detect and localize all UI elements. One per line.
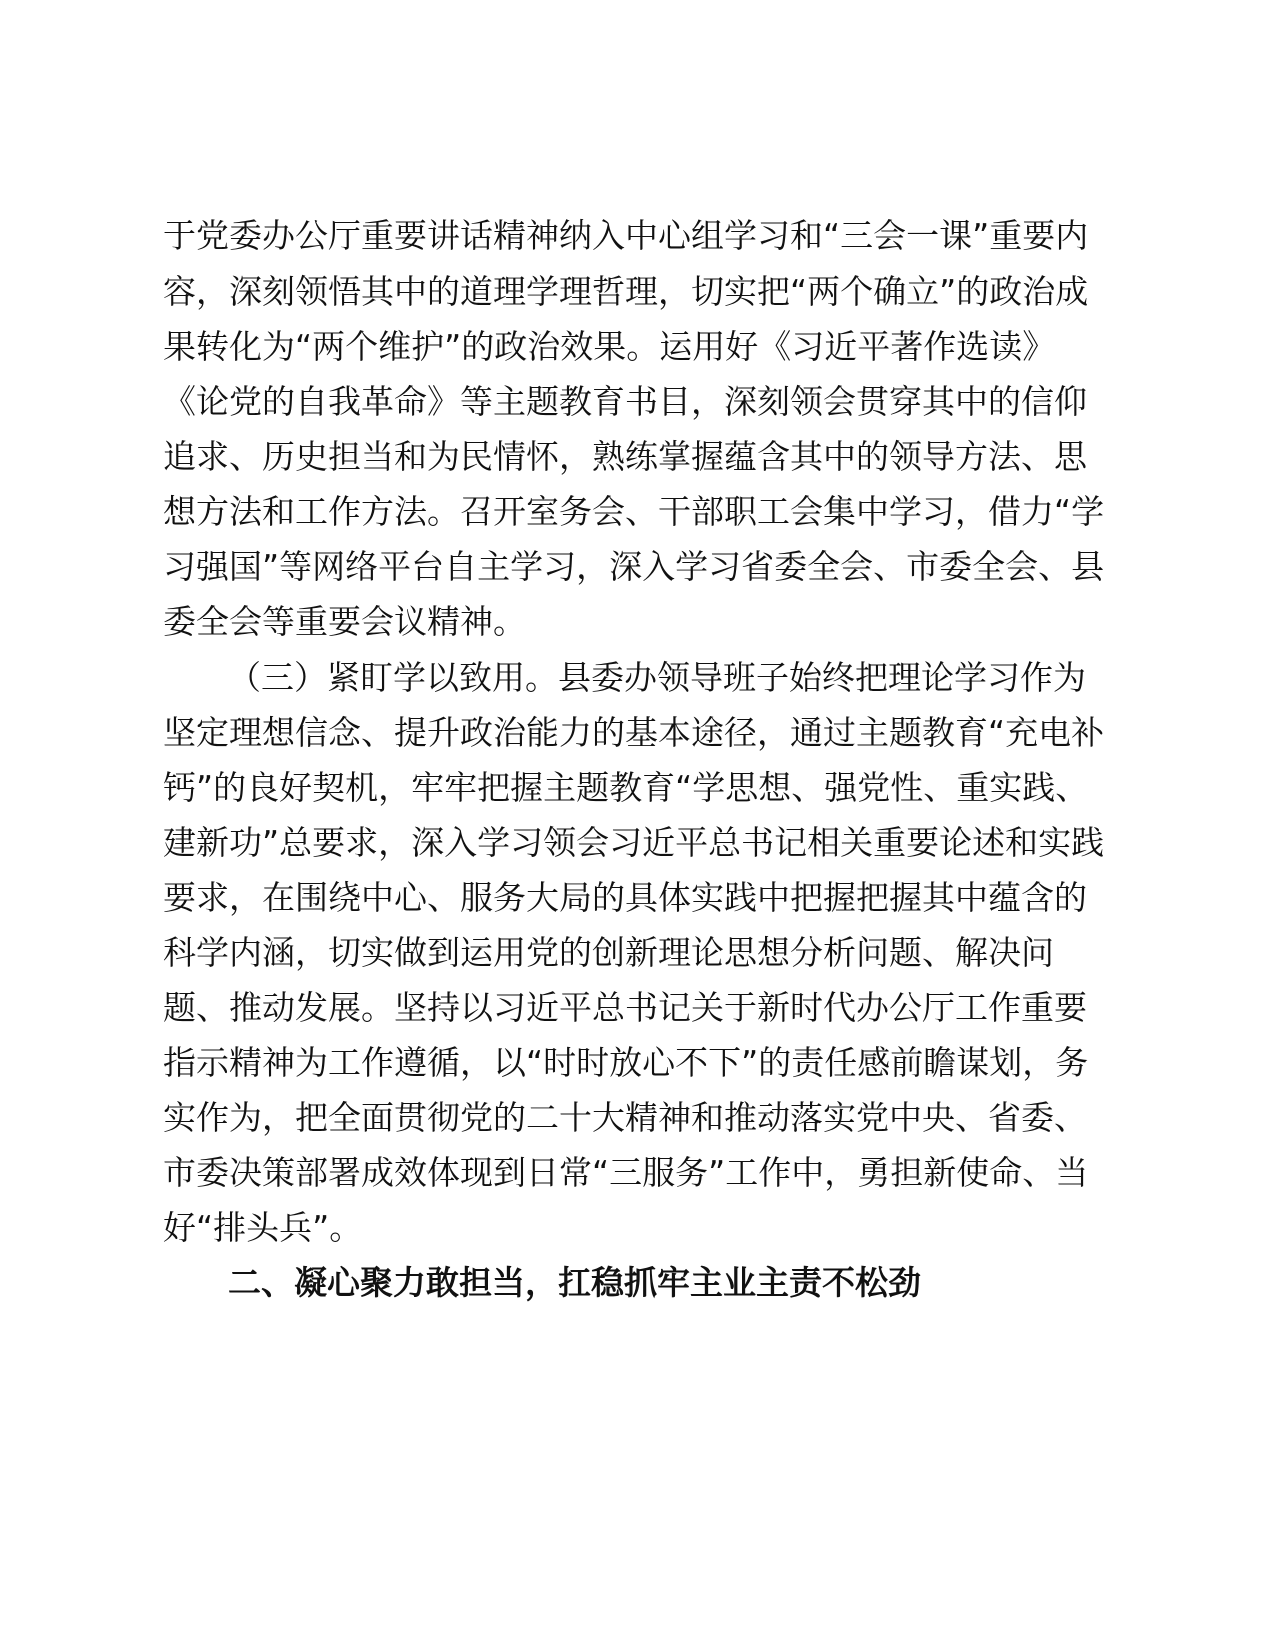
body-text-line-indented: （三）紧盯学以致用。县委办领导班子始终把理论学习作为 — [228, 658, 1086, 697]
body-text-line: 指示精神为工作遵循，以“时时放心不下”的责任感前瞻谋划，务 — [163, 1043, 1089, 1082]
body-text-line: 追求、历史担当和为民情怀，熟练掌握蕴含其中的领导方法、思 — [163, 437, 1087, 476]
body-text-line: 题、推动发展。坚持以习近平总书记关于新时代办公厅工作重要 — [163, 988, 1087, 1027]
body-text-line: 科学内涵，切实做到运用党的创新理论思想分析问题、解决问 — [163, 933, 1054, 972]
body-text-line: 实作为，把全面贯彻党的二十大精神和推动落实党中央、省委、 — [163, 1098, 1087, 1137]
body-text-line: 好“排头兵”。 — [163, 1208, 363, 1247]
body-text-line: 钙”的良好契机，牢牢把握主题教育“学思想、强党性、重实践、 — [163, 768, 1089, 807]
body-text-line: 委全会等重要会议精神。 — [163, 602, 526, 641]
body-text-line: 想方法和工作方法。召开室务会、干部职工会集中学习，借力“学 — [163, 492, 1105, 531]
body-text-line: 要求，在围绕中心、服务大局的具体实践中把握把握其中蕴含的 — [163, 878, 1087, 917]
body-text-line: 容，深刻领悟其中的道理学理哲理，切实把“两个确立”的政治成 — [163, 272, 1089, 311]
body-text-line: 于党委办公厅重要讲话精神纳入中心组学习和“三会一课”重要内 — [163, 216, 1089, 255]
body-text-line: 果转化为“两个维护”的政治效果。运用好《习近平著作选读》 — [163, 327, 1056, 366]
section-heading: 二、凝心聚力敢担当，扛稳抓牢主业主责不松劲 — [228, 1263, 921, 1302]
body-text-line: 市委决策部署成效体现到日常“三服务”工作中，勇担新使命、当 — [163, 1153, 1089, 1192]
body-text-line: 坚定理想信念、提升政治能力的基本途径，通过主题教育“充电补 — [163, 713, 1105, 752]
body-text-line: 习强国”等网络平台自主学习，深入学习省委全会、市委全会、县 — [163, 547, 1105, 586]
body-text-line: 《论党的自我革命》等主题教育书目，深刻领会贯穿其中的信仰 — [163, 382, 1087, 421]
body-text-line: 建新功”总要求，深入学习领会习近平总书记相关重要论述和实践 — [163, 823, 1105, 862]
